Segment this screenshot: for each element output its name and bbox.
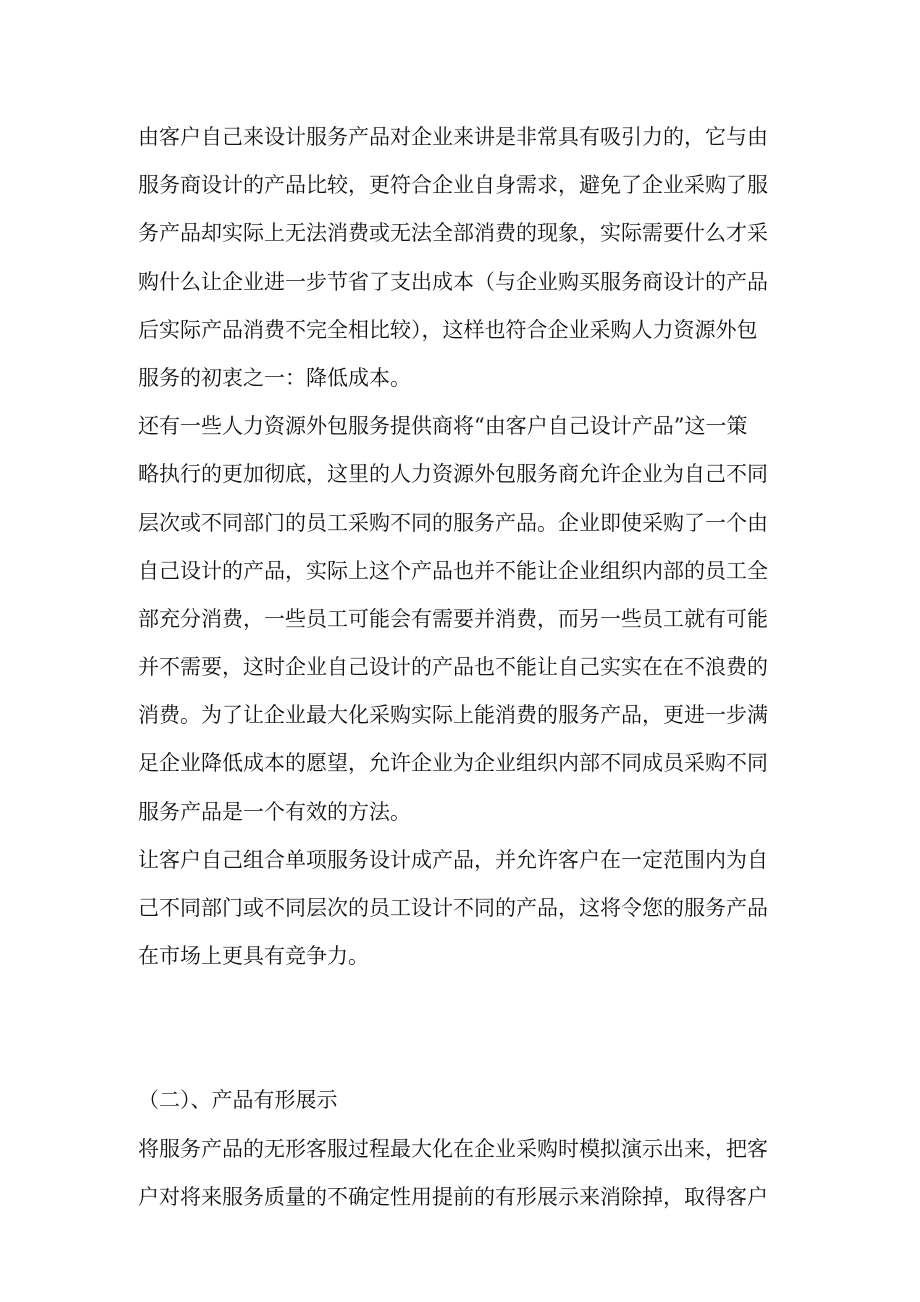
text-line: 由客户自己来设计服务产品对企业来讲是非常具有吸引力的，它与由 [138, 125, 768, 149]
text-line: 在市场上更具有竞争力。 [138, 944, 369, 969]
text-line: 将服务产品的无形客服过程最大化在企业采购时模拟演示出来，把客 [138, 1136, 768, 1161]
text-line: 己不同部门或不同层次的员工设计不同的产品，这将令您的服务产品 [138, 896, 768, 920]
text-line: 略执行的更加彻底，这里的人力资源外包服务商允许企业为自己不同 [138, 462, 768, 487]
document-body [138, 113, 788, 1221]
text-line: 购什么让企业进一步节省了支出成本（与企业购买服务商设计的产品 [138, 269, 768, 294]
text-line: 层次或不同部门的员工采购不同的服务产品。企业即使采购了一个由 [138, 510, 768, 535]
text-line: 让客户自己组合单项服务设计成产品，并允许客户在一定范围内为自 [138, 847, 768, 872]
text-line: 服务产品是一个有效的方法。 [138, 799, 411, 824]
text-line: 服务的初衷之一：降低成本。 [138, 365, 411, 390]
paragraph [138, 836, 788, 981]
text-line: 足企业降低成本的愿望，允许企业为企业组织内部不同成员采购不同 [138, 751, 768, 776]
text-line: 自己设计的产品，实际上这个产品也并不能让企业组织内部的员工全 [138, 558, 768, 583]
text-line: 消费。为了让企业最大化采购实际上能消费的服务产品，更进一步满 [138, 703, 768, 728]
section-heading: （二）、产品有形展示 [138, 1088, 338, 1113]
text-line: 务产品却实际上无法消费或无法全部消费的现象，实际需要什么才采 [138, 221, 768, 246]
text-line: 部充分消费，一些员工可能会有需要并消费，而另一些员工就有可能 [138, 606, 768, 631]
text-line: 户对将来服务质量的不确定性用提前的有形展示来消除掉，取得客户 [138, 1184, 768, 1209]
text-line: 并不需要，这时企业自己设计的产品也不能让自己实实在在不浪费的 [138, 655, 768, 680]
paragraph-spacer [138, 980, 788, 1076]
paragraph [138, 1125, 788, 1221]
text-line: 还有一些人力资源外包服务提供商将“由客户自己设计产品”这一策 [138, 414, 748, 439]
text-line: 后实际产品消费不完全相比较），这样也符合企业采购人力资源外包 [138, 317, 758, 342]
paragraph [138, 402, 788, 836]
paragraph [138, 113, 788, 402]
text-line: 服务商设计的产品比较，更符合企业自身需求，避免了企业采购了服 [138, 173, 768, 198]
